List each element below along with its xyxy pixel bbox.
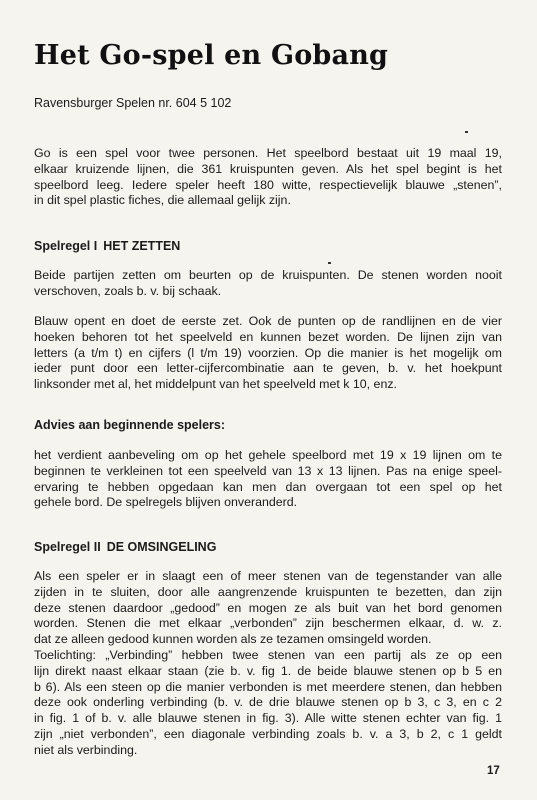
text-line: niet als verbinding. xyxy=(34,742,138,757)
text-line: in dit spel plastic fiches, die allemaal gelijk zijn. xyxy=(34,193,291,208)
text-line: Beide partijen zetten om beurten op de kruispunten. De stenen worden nooit xyxy=(34,268,502,282)
text-line: linksonder met al, het middelpunt van het speelveld met k 10, enz. xyxy=(34,377,397,392)
text-line: Als een speler er in slaagt een of meer stenen van de tegenstander van alle xyxy=(34,569,502,583)
text-line: Blauw opent en doet de eerste zet. Ook de punten op de randlijnen en de vier xyxy=(34,314,502,328)
text-line: deze ook onderling verbinding (b. v. de drie blauwe stenen op b 3, c 3, en c 2 xyxy=(34,695,502,710)
print-speck xyxy=(328,262,331,264)
rule-2-prefix: Spelregel II xyxy=(34,540,101,554)
rule-2-heading xyxy=(34,540,216,554)
text-line: in fig. 1 of b. v. alle blauwe stenen in fig. 3). Alle witte stenen echter van fig. 1 xyxy=(34,711,502,726)
text-line: verschoven, zoals b. v. bij schaak. xyxy=(34,283,222,298)
text-line: ervaring te hebben opgedaan kan men dan overgaan tot een spel op het xyxy=(34,479,502,494)
rule-1-prefix: Spelregel I xyxy=(34,239,98,253)
text-line: letters (a t/m t) en cijfers (l t/m 19) voorzien. Op die manier is het mogelijk om xyxy=(34,345,502,360)
rule-2-name: DE OMSINGELING xyxy=(106,540,217,554)
advice-paragraph xyxy=(34,448,502,511)
page-number: 17 xyxy=(487,765,500,777)
text-line: hoeken behoren tot het speelveld en kunnen bezet worden. De lijnen zijn van xyxy=(34,329,502,344)
text-line: gehele bord. De spelregels blijven onveranderd. xyxy=(34,495,298,510)
text-line: deze stenen daardoor „gedood” en mogen ze als buit van het bord genomen xyxy=(34,600,502,615)
rule-1-name: HET ZETTEN xyxy=(103,239,181,253)
text-line: zijden in te sluiten, door alle aangrenzende kruispunten te bezetten, dan zijn xyxy=(34,584,502,599)
text-line: elkaar kruizende lijnen, die 361 kruispunten geven. Als het spel begint is het xyxy=(34,161,502,176)
subtitle: Ravensburger Spelen nr. 604 5 102 xyxy=(34,96,232,110)
print-speck xyxy=(465,131,468,133)
text-line: speelbord leeg. Iedere speler heeft 180 witte, respectievelijk blauwe „stenen”, xyxy=(34,177,502,192)
advice-heading: Advies aan beginnende spelers: xyxy=(34,418,226,432)
text-line: het verdient aanbeveling om op het gehele speelbord met 19 x 19 lijnen om te xyxy=(34,448,502,462)
text-line: Toelichting: „Verbinding” hebben twee stenen van een partij als ze op een xyxy=(34,647,502,662)
rule-1-paragraph-1 xyxy=(34,268,502,300)
text-line: Go is een spel voor twee personen. Het speelbord bestaat uit 19 maal 19, xyxy=(34,146,502,160)
rule-1-heading xyxy=(34,239,180,253)
text-line: dat ze alleen gedood kunnen worden als ze tezamen omsingeld worden. xyxy=(34,632,432,647)
rule-1-paragraph-2 xyxy=(34,314,502,393)
text-line: lijn direkt naast elkaar staan (zie b. v. fig 1. de beide blauwe stenen op b 5 en xyxy=(34,663,502,678)
page-title: Het Go-spel en Gobang xyxy=(34,40,389,71)
text-line: beginnen te verkleinen tot een speelveld van 13 x 13 lijnen. Pas na enige speel- xyxy=(34,463,502,478)
text-line: zijn „niet verbonden”, een diagonale verbinding zoals b. v. a 3, b 2, c 1 geldt xyxy=(34,726,502,741)
text-line: worden. Stenen die met elkaar „verbonden” zijn beschermen elkaar, d. w. z. xyxy=(34,616,502,631)
intro-paragraph xyxy=(34,146,502,209)
rule-2-paragraph xyxy=(34,569,502,759)
text-line: ieder punt door een letter-cijfercombinatie aan te geven, b. v. het hoekpunt xyxy=(34,361,502,376)
text-line: b 6). Als een steen op die manier verbonden is met meerdere stenen, dan hebben xyxy=(34,679,502,694)
